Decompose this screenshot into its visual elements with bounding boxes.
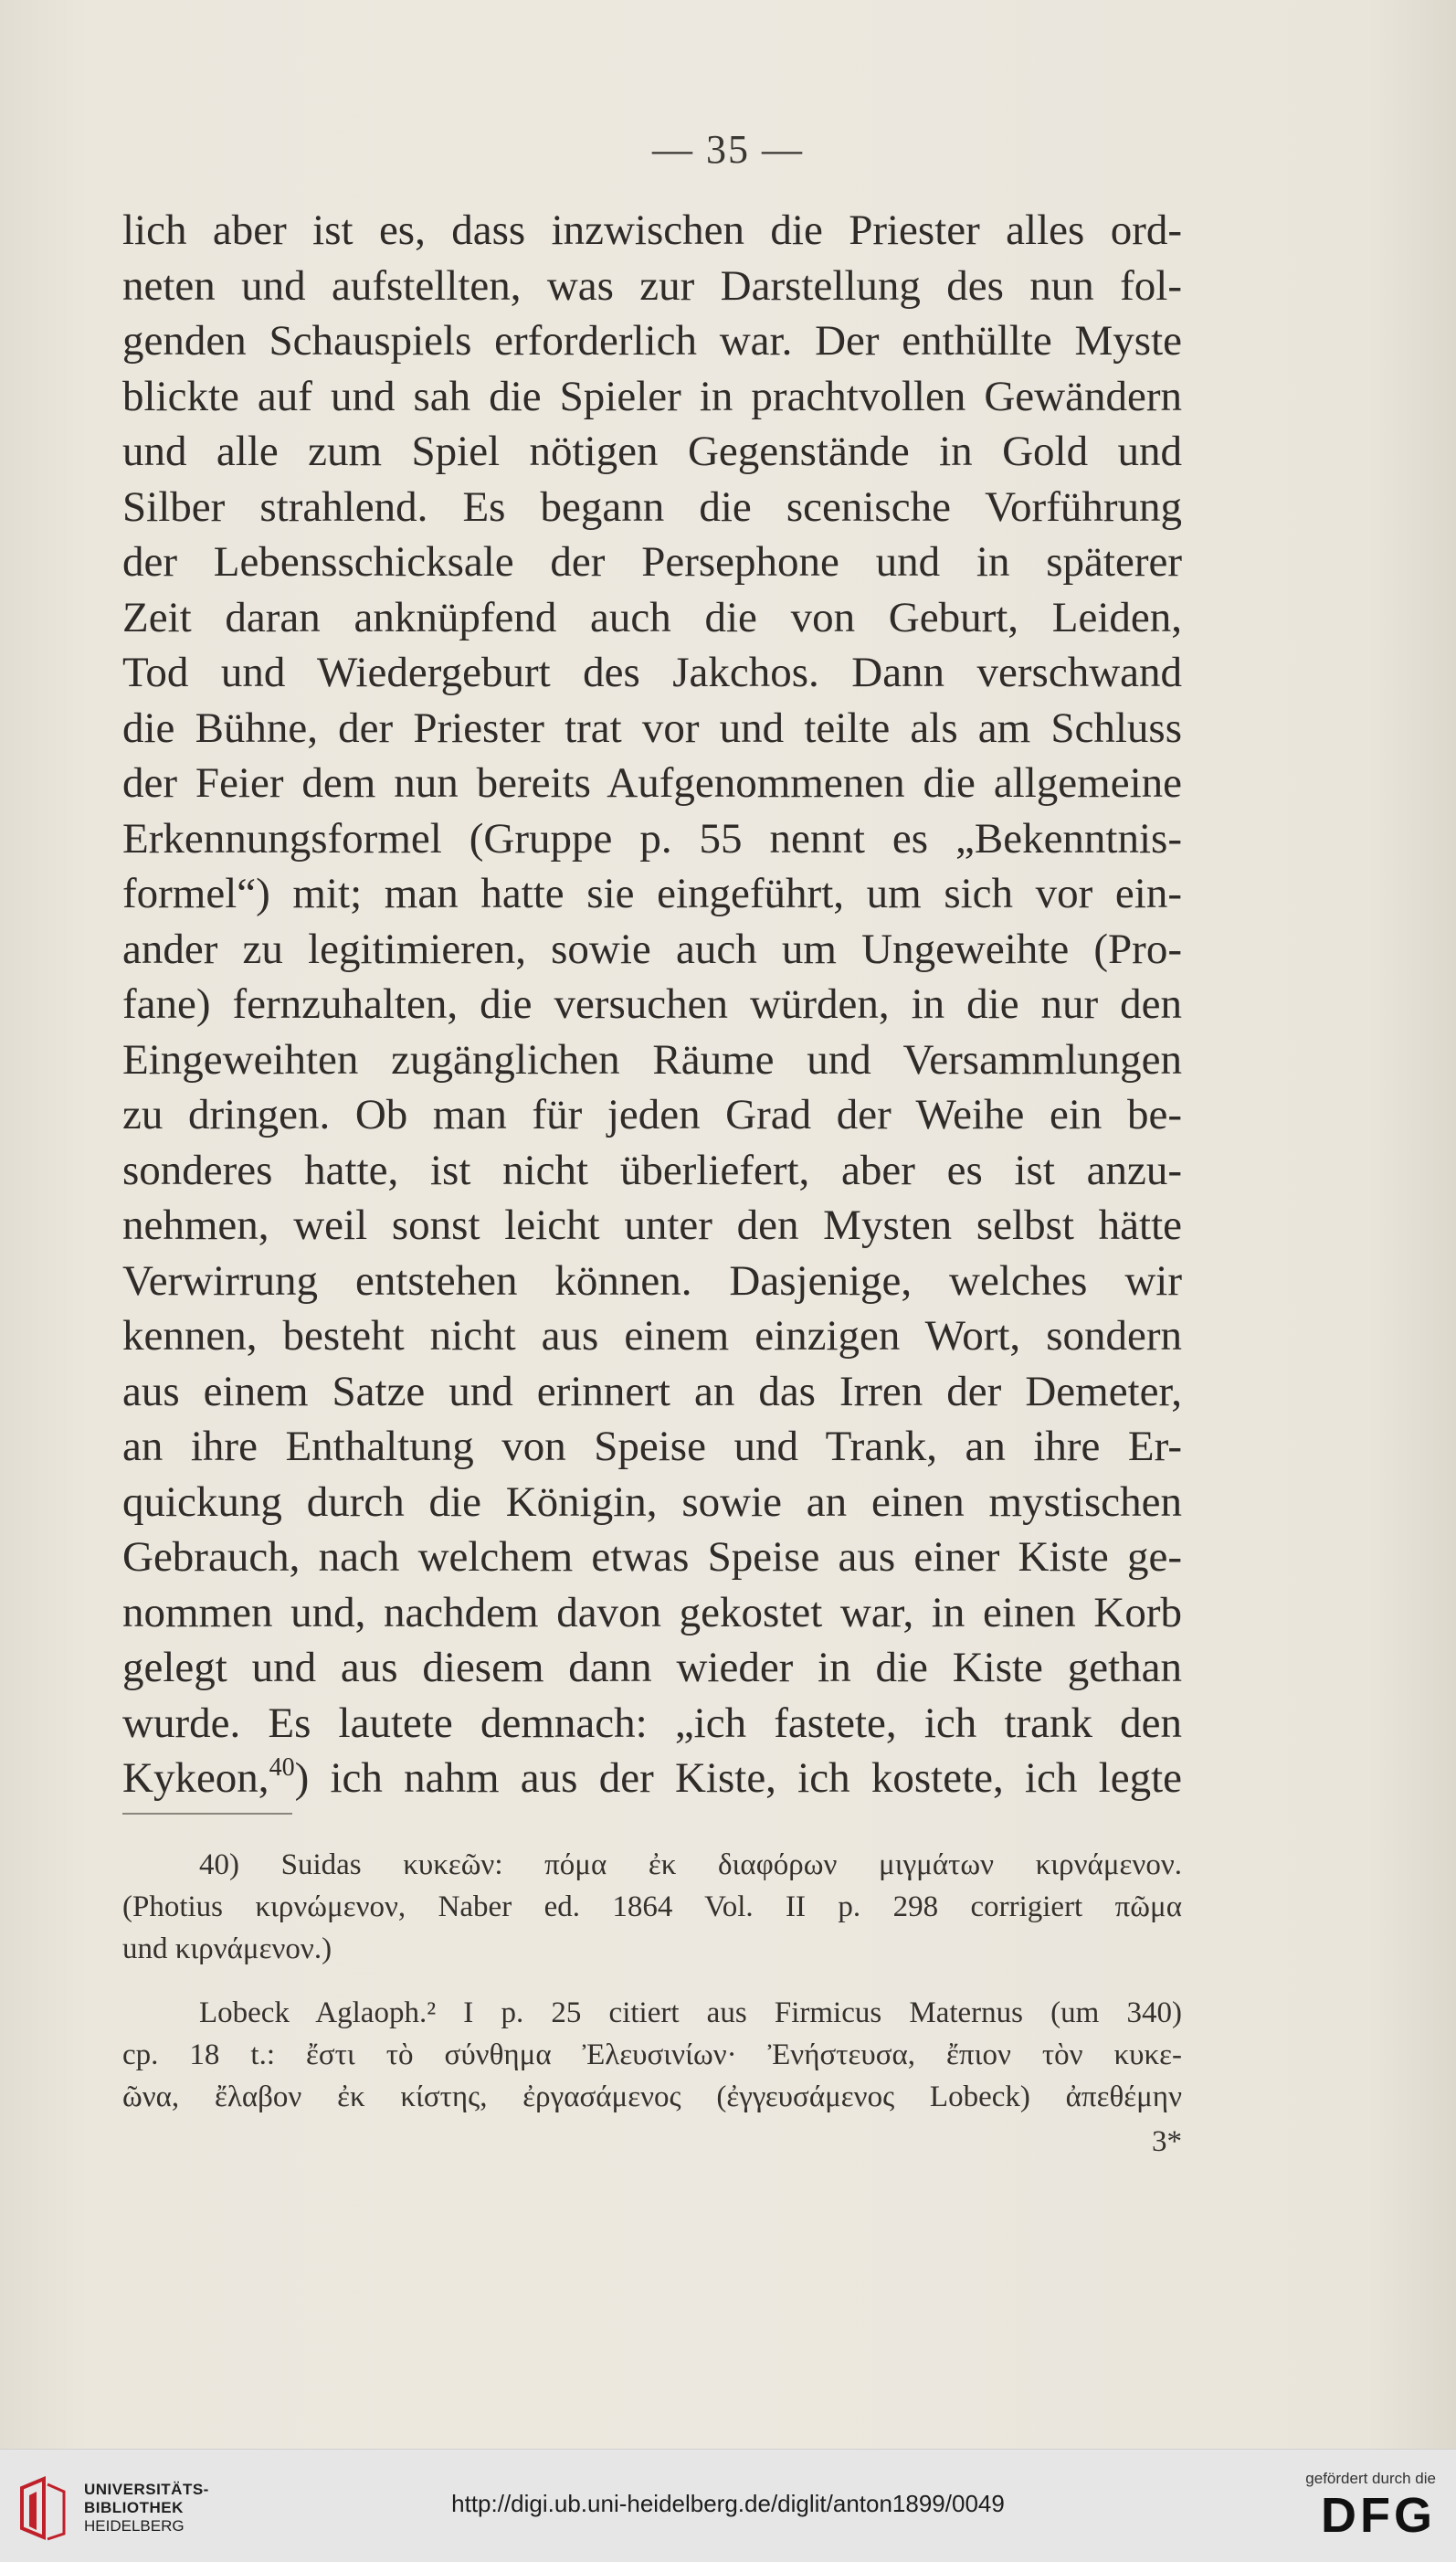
footnote-divider bbox=[122, 1813, 292, 1815]
text-line: zu dringen. Ob man für jeden Grad der Weihe ein be- bbox=[122, 1091, 1182, 1138]
text-line: gelegt und aus diesem dann wieder in die Kiste gethan bbox=[122, 1644, 1182, 1691]
text-line: Zeit daran anknüpfend auch die von Geburt, Leiden, bbox=[122, 593, 1182, 641]
signature-mark: 3* bbox=[1152, 2125, 1182, 2158]
footnote-line: cp. 18 t.: ἔστι τὸ σύνθημα Ἐλευσινίων· Ἐνήστευσα, ἔπιον τὸν κυκε- bbox=[122, 2038, 1182, 2071]
text-line: der Lebensschicksale der Persephone und in späterer bbox=[122, 538, 1182, 586]
text-line: nehmen, weil sonst leicht unter den Mysten selbst hätte bbox=[122, 1202, 1182, 1249]
footnote-line: und κιρνάμενον.) bbox=[122, 1932, 332, 1965]
footnote-line: ῶνα, ἔλαβον ἐκ κίστης, ἐργασάμενος (ἐγγευσάμενος Lobeck) ἀπεθέμην bbox=[122, 2080, 1182, 2113]
text-line: wurde. Es lautete demnach: „ich fastete, ich trank den bbox=[122, 1699, 1182, 1747]
text-line: und alle zum Spiel nötigen Gegenstände in Gold und bbox=[122, 428, 1182, 475]
text-line: Tod und Wiedergeburt des Jakchos. Dann verschwand bbox=[122, 649, 1182, 696]
text-line: formel“) mit; man hatte sie eingeführt, um sich vor ein- bbox=[122, 870, 1182, 917]
text-line: ander zu legitimieren, sowie auch um Ungeweihte (Pro- bbox=[122, 925, 1182, 973]
footnote-ref[interactable]: 40 bbox=[269, 1753, 295, 1782]
text-line: blickte auf und sah die Spieler in prachtvollen Gewändern bbox=[122, 372, 1182, 420]
sponsor-caption: gefördert durch die bbox=[1305, 2470, 1436, 2487]
library-logo-text: UNIVERSITÄTS- BIBLIOTHEK HEIDELBERG bbox=[84, 2481, 209, 2535]
text-line: nommen und, nachdem davon gekostet war, in einen Korb bbox=[122, 1588, 1182, 1636]
body-text bbox=[122, 203, 1182, 1806]
text-line: der Feier dem nun bereits Aufgenommenen die allgemeine bbox=[122, 759, 1182, 807]
page-number: — 35 — bbox=[652, 127, 804, 172]
text-line: fane) fernzuhalten, die versuchen würden, in die nur den bbox=[122, 980, 1182, 1028]
footnote-line: 40) Suidas κυκεῶν: πόμα ἐκ διαφόρων μιγμάτων κιρνάμενον. bbox=[199, 1848, 1182, 1881]
permalink-url[interactable]: http://digi.ub.uni-heidelberg.de/diglit/anton1899/0049 bbox=[451, 2490, 1005, 2517]
footnote-line: Lobeck Aglaoph.² I p. 25 citiert aus Firmicus Maternus (um 340) bbox=[199, 1996, 1182, 2029]
text-line: Eingeweihten zugänglichen Räume und Versammlungen bbox=[122, 1035, 1182, 1084]
footer-bar bbox=[0, 2449, 1456, 2562]
text-line: neten und aufstellten, was zur Darstellung des nun fol- bbox=[122, 261, 1182, 310]
text-line: an ihre Enthaltung von Speise und Trank, an ihre Er- bbox=[122, 1423, 1182, 1470]
text-fragment: ) ich nahm aus der Kiste, ich kostete, ich legte bbox=[294, 1754, 1182, 1802]
text-line: quickung durch die Königin, sowie an einen mystischen bbox=[122, 1477, 1182, 1526]
text-line: lich aber ist es, dass inzwischen die Priester alles ord- bbox=[122, 206, 1182, 254]
text-line: aus einem Satze und erinnert an das Irren der Demeter, bbox=[122, 1367, 1182, 1415]
text-line-last bbox=[122, 1751, 1182, 1806]
sponsor-logo bbox=[1271, 2470, 1436, 2543]
text-line: Verwirrung entstehen können. Dasjenige, welches wir bbox=[122, 1256, 1182, 1305]
text-line: Silber strahlend. Es begann die scenische Vorführung bbox=[122, 482, 1182, 531]
text-line: die Bühne, der Priester trat vor und teilte als am Schluss bbox=[122, 704, 1182, 752]
dfg-logo-text: DFG bbox=[1321, 2488, 1436, 2543]
footnotes bbox=[122, 1844, 1182, 2118]
text-line: kennen, besteht nicht aus einem einzigen Wort, sondern bbox=[122, 1312, 1182, 1360]
text-line: Gebrauch, nach welchem etwas Speise aus einer Kiste ge- bbox=[122, 1533, 1182, 1581]
footnote-line: (Photius κιρνώμενον, Naber ed. 1864 Vol. II p. 298 corrigiert πῶμα bbox=[122, 1890, 1182, 1923]
text-fragment: Kykeon, bbox=[122, 1754, 269, 1802]
text-line: Erkennungsformel (Gruppe p. 55 nennt es „Bekenntnis- bbox=[122, 814, 1182, 863]
text-line: sonderes hatte, ist nicht überliefert, aber es ist anzu- bbox=[122, 1146, 1182, 1194]
text-line: genden Schauspiels erforderlich war. Der enthüllte Myste bbox=[122, 317, 1182, 365]
